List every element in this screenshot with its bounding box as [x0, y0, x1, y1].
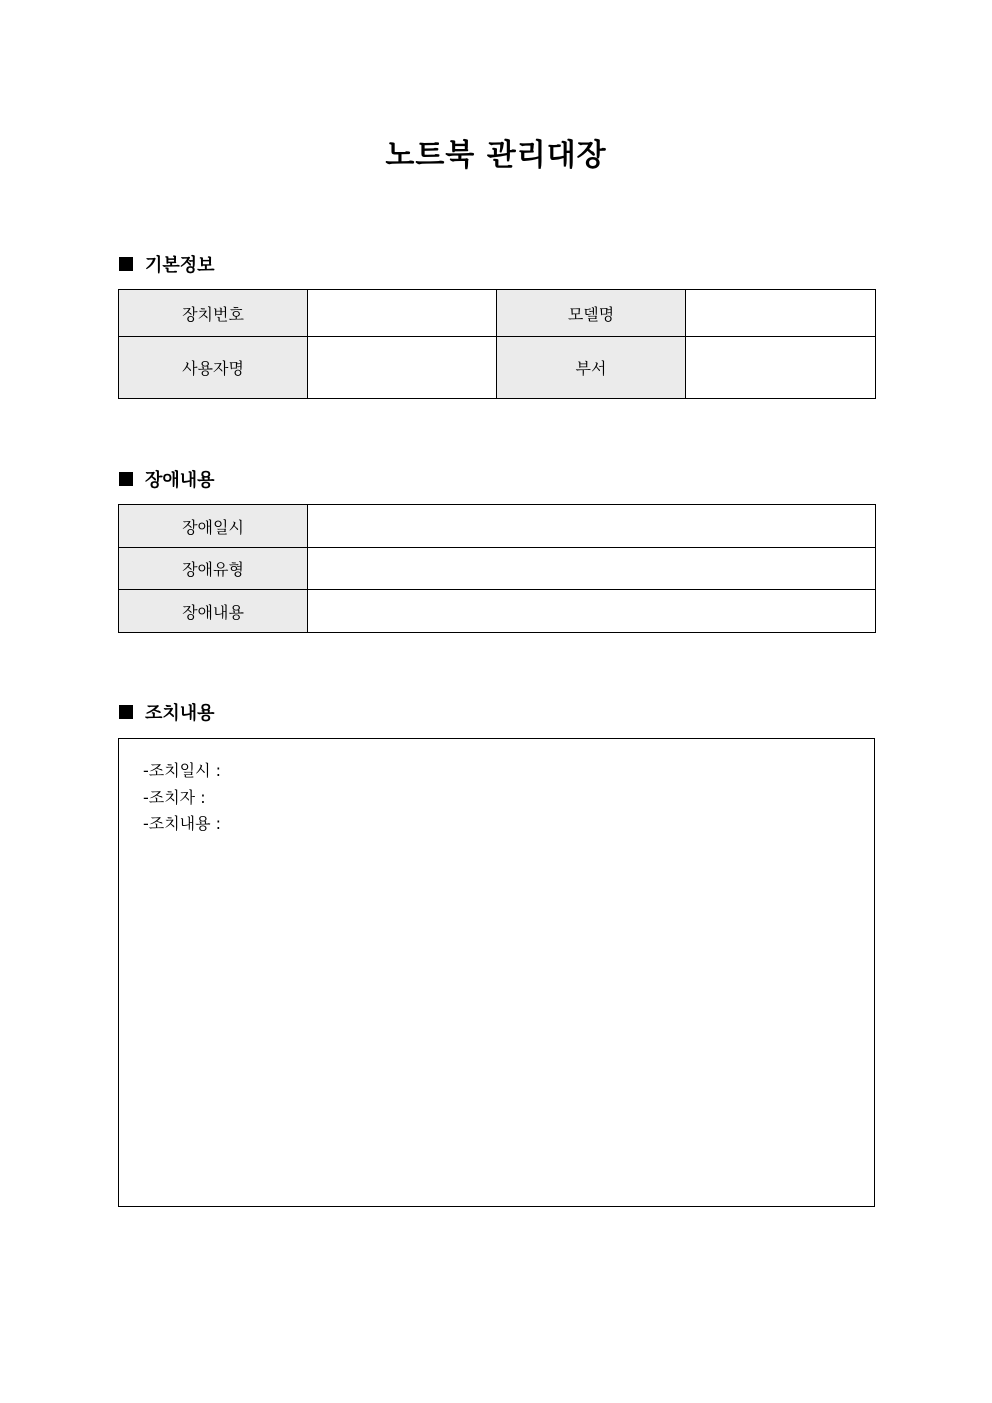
document-title: 노트북 관리대장: [385, 138, 607, 173]
square-bullet-icon: [119, 705, 133, 719]
device-number-label: 장치번호: [119, 290, 308, 337]
fault-detail-field[interactable]: [308, 590, 876, 633]
section-heading-basic-info: [119, 251, 215, 277]
section-heading-action: [119, 699, 215, 725]
model-name-label: 모델명: [497, 290, 686, 337]
table-row: [119, 590, 876, 633]
action-memo-box[interactable]: [118, 738, 875, 1207]
action-datetime-line: -조치일시 :: [143, 761, 222, 780]
action-detail-line: -조치내용 :: [143, 814, 222, 833]
user-name-field[interactable]: [308, 337, 497, 399]
basic-info-table: [118, 289, 876, 399]
section-heading-fault: [119, 466, 215, 492]
section-heading-label: 장애내용: [145, 470, 215, 491]
table-row: [119, 290, 876, 337]
device-number-field[interactable]: [308, 290, 497, 337]
action-memo-lines: [143, 758, 221, 838]
fault-datetime-label: 장애일시: [119, 505, 308, 548]
section-heading-label: 기본정보: [145, 255, 215, 276]
fault-type-label: 장애유형: [119, 548, 308, 590]
square-bullet-icon: [119, 257, 133, 271]
table-row: [119, 548, 876, 590]
fault-type-field[interactable]: [308, 548, 876, 590]
department-field[interactable]: [686, 337, 876, 399]
action-person-line: -조치자 :: [143, 787, 206, 807]
fault-detail-label: 장애내용: [119, 590, 308, 633]
user-name-label: 사용자명: [119, 337, 308, 399]
fault-table: [118, 504, 876, 633]
table-row: [119, 505, 876, 548]
fault-datetime-field[interactable]: [308, 505, 876, 548]
square-bullet-icon: [119, 472, 133, 486]
department-label: 부서: [497, 337, 686, 399]
model-name-field[interactable]: [686, 290, 876, 337]
table-row: [119, 337, 876, 399]
section-heading-label: 조치내용: [145, 703, 215, 724]
